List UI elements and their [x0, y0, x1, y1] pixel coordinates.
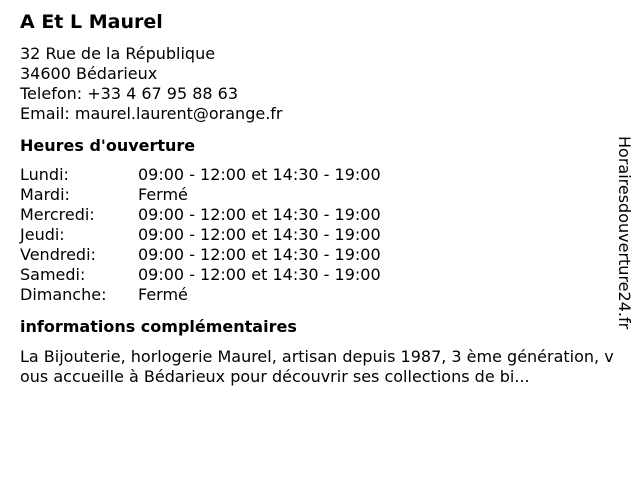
additional-info-heading: informations complémentaires	[20, 317, 297, 336]
business-name: A Et L Maurel	[20, 11, 163, 33]
hours-row-saturday	[20, 265, 610, 285]
hours-row-thursday	[20, 225, 610, 245]
address-street: 32 Rue de la République	[20, 44, 216, 63]
opening-hours-table	[20, 165, 610, 305]
day-label: Samedi:	[20, 265, 86, 284]
day-hours: 09:00 - 12:00 et 14:30 - 19:00	[138, 205, 381, 224]
day-label: Vendredi:	[20, 245, 96, 264]
day-label: Dimanche:	[20, 285, 107, 304]
day-label: Lundi:	[20, 165, 69, 184]
site-watermark: Horairesdouverture24.fr	[615, 136, 634, 330]
day-hours: 09:00 - 12:00 et 14:30 - 19:00	[138, 225, 381, 244]
day-hours: Fermé	[138, 285, 188, 304]
hours-row-tuesday	[20, 185, 610, 205]
email-address: Email: maurel.laurent@orange.fr	[20, 104, 283, 123]
hours-row-friday	[20, 245, 610, 265]
business-card	[20, 10, 614, 387]
opening-hours-heading: Heures d'ouverture	[20, 136, 196, 155]
day-hours: Fermé	[138, 185, 188, 204]
day-hours: 09:00 - 12:00 et 14:30 - 19:00	[138, 265, 381, 284]
contact-block	[20, 44, 610, 124]
day-hours: 09:00 - 12:00 et 14:30 - 19:00	[138, 165, 381, 184]
hours-row-wednesday	[20, 205, 610, 225]
hours-row-sunday	[20, 285, 610, 305]
business-description: La Bijouterie, horlogerie Maurel, artisan depuis 1987, 3 ème génération, vous accueille à Bédarieux pour découvrir ses collections de bi...	[20, 347, 614, 386]
day-hours: 09:00 - 12:00 et 14:30 - 19:00	[138, 245, 381, 264]
hours-row-monday	[20, 165, 610, 185]
phone-number: Telefon: +33 4 67 95 88 63	[20, 84, 239, 103]
day-label: Jeudi:	[20, 225, 65, 244]
day-label: Mardi:	[20, 185, 70, 204]
day-label: Mercredi:	[20, 205, 95, 224]
address-city: 34600 Bédarieux	[20, 64, 158, 83]
